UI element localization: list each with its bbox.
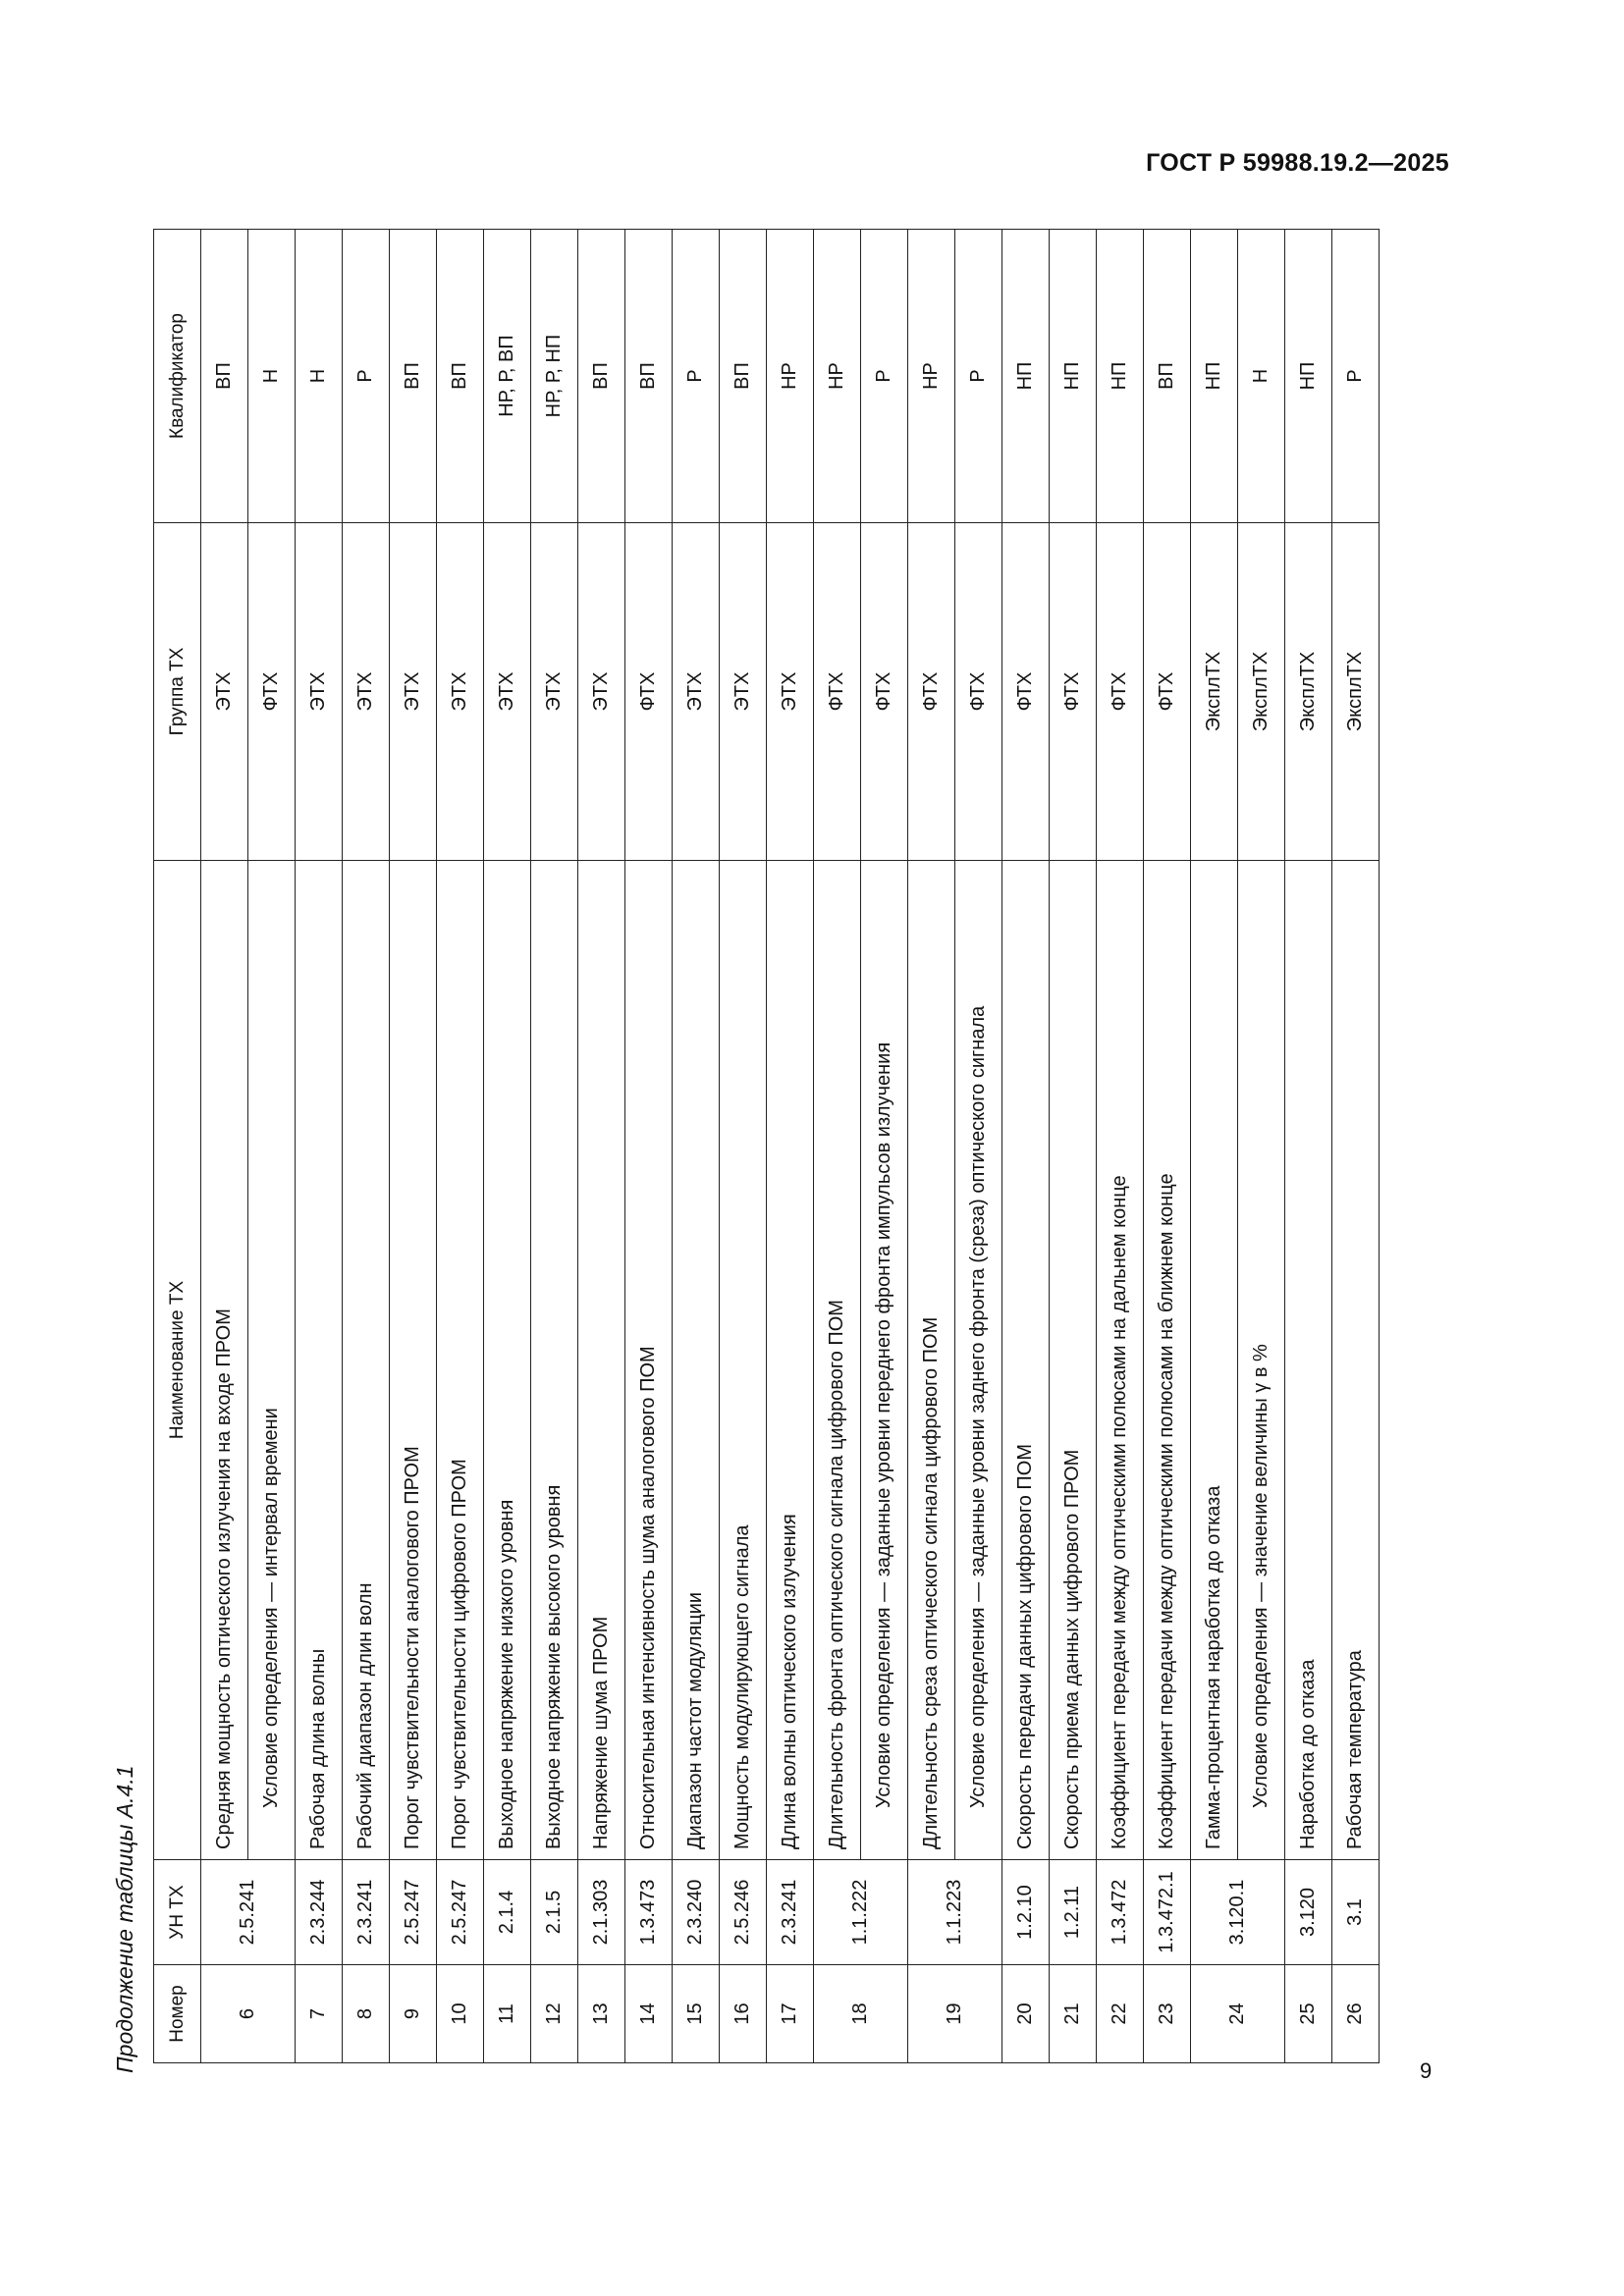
cell-number: 10 bbox=[437, 1965, 484, 2063]
cell-name: Коэффициент передачи между оптическими полюсами на ближнем конце bbox=[1144, 861, 1191, 1860]
table-row bbox=[673, 230, 720, 2063]
cell-number: 15 bbox=[673, 1965, 720, 2063]
document-code: ГОСТ Р 59988.19.2—2025 bbox=[1146, 149, 1449, 177]
cell-code: 3.1 bbox=[1332, 1860, 1380, 1965]
table-caption: Продолжение таблицы А.4.1 bbox=[112, 1765, 137, 2073]
cell-qualifier: НР bbox=[767, 230, 814, 523]
cell-code: 3.120 bbox=[1285, 1860, 1332, 1965]
cell-group: ЭТХ bbox=[296, 523, 343, 861]
table-row bbox=[296, 230, 343, 2063]
cell-number: 9 bbox=[390, 1965, 437, 2063]
cell-name: Рабочая длина волны bbox=[296, 861, 343, 1860]
cell-group: ЭТХ bbox=[578, 523, 625, 861]
cell-number: 24 bbox=[1191, 1965, 1285, 2063]
cell-code: 2.3.241 bbox=[767, 1860, 814, 1965]
column-header-name: Наименование ТХ bbox=[154, 861, 201, 1860]
cell-qualifier: НР bbox=[908, 230, 955, 523]
cell-group: ЭТХ bbox=[437, 523, 484, 861]
cell-code: 2.3.244 bbox=[296, 1860, 343, 1965]
column-header-number: Номер bbox=[154, 1965, 201, 2063]
cell-qualifier: Н bbox=[248, 230, 296, 523]
cell-number: 22 bbox=[1097, 1965, 1144, 2063]
table-row bbox=[578, 230, 625, 2063]
cell-qualifier: ВП bbox=[1144, 230, 1191, 523]
cell-number: 26 bbox=[1332, 1965, 1380, 2063]
table-row bbox=[531, 230, 578, 2063]
cell-condition: Условие определения — заданные уровни переднего фронта импульсов излучения bbox=[861, 861, 908, 1860]
cell-group: ЭТХ bbox=[201, 523, 248, 861]
cell-name: Мощность модулирующего сигнала bbox=[720, 861, 767, 1860]
table-row bbox=[1285, 230, 1332, 2063]
table-row bbox=[1191, 230, 1238, 2063]
cell-qualifier: НР bbox=[814, 230, 861, 523]
table-row bbox=[814, 230, 861, 2063]
table-row bbox=[720, 230, 767, 2063]
cell-name: Выходное напряжение высокого уровня bbox=[531, 861, 578, 1860]
cell-code: 2.3.240 bbox=[673, 1860, 720, 1965]
cell-code: 2.3.241 bbox=[343, 1860, 390, 1965]
cell-code: 2.5.241 bbox=[201, 1860, 296, 1965]
cell-number: 6 bbox=[201, 1965, 296, 2063]
cell-code: 3.120.1 bbox=[1191, 1860, 1285, 1965]
cell-name: Напряжение шума ПРОМ bbox=[578, 861, 625, 1860]
table-header-row bbox=[154, 230, 201, 2063]
cell-group: ФТХ bbox=[1002, 523, 1050, 861]
table-row bbox=[1332, 230, 1380, 2063]
table-row bbox=[1097, 230, 1144, 2063]
table-row bbox=[1050, 230, 1097, 2063]
cell-group: ЭксплТХ bbox=[1191, 523, 1238, 861]
cell-condition: Условие определения — заданные уровни заднего фронта (среза) оптического сигнала bbox=[955, 861, 1002, 1860]
cell-name: Длительность среза оптического сигнала цифрового ПОМ bbox=[908, 861, 955, 1860]
cell-qualifier: НП bbox=[1191, 230, 1238, 523]
cell-name: Коэффициент передачи между оптическими полюсами на дальнем конце bbox=[1097, 861, 1144, 1860]
cell-name: Рабочий диапазон длин волн bbox=[343, 861, 390, 1860]
cell-qualifier: НП bbox=[1050, 230, 1097, 523]
cell-code: 1.1.223 bbox=[908, 1860, 1002, 1965]
characteristics-table bbox=[153, 229, 1380, 2063]
cell-name: Порог чувствительности аналогового ПРОМ bbox=[390, 861, 437, 1860]
cell-group: ФТХ bbox=[1144, 523, 1191, 861]
table-row bbox=[390, 230, 437, 2063]
cell-qualifier: НП bbox=[1002, 230, 1050, 523]
cell-qualifier: ВП bbox=[201, 230, 248, 523]
cell-group: ЭксплТХ bbox=[1332, 523, 1380, 861]
column-header-qualifier: Квалификатор bbox=[154, 230, 201, 523]
cell-number: 14 bbox=[625, 1965, 673, 2063]
cell-qualifier: Р bbox=[1332, 230, 1380, 523]
cell-qualifier: НР, Р, НП bbox=[531, 230, 578, 523]
cell-group: ЭксплТХ bbox=[1285, 523, 1332, 861]
cell-number: 23 bbox=[1144, 1965, 1191, 2063]
cell-name: Гамма-процентная наработка до отказа bbox=[1191, 861, 1238, 1860]
page-number: 9 bbox=[1420, 2058, 1433, 2083]
cell-code: 2.5.247 bbox=[390, 1860, 437, 1965]
cell-qualifier: ВП bbox=[578, 230, 625, 523]
cell-group: ЭТХ bbox=[673, 523, 720, 861]
cell-qualifier: Р bbox=[343, 230, 390, 523]
cell-number: 20 bbox=[1002, 1965, 1050, 2063]
cell-code: 2.1.4 bbox=[484, 1860, 531, 1965]
table-row bbox=[201, 230, 248, 2063]
cell-number: 7 bbox=[296, 1965, 343, 2063]
cell-code: 1.3.472 bbox=[1097, 1860, 1144, 1965]
cell-name: Скорость приема данных цифрового ПРОМ bbox=[1050, 861, 1097, 1860]
column-header-code: УН ТХ bbox=[154, 1860, 201, 1965]
cell-code: 1.3.472.1 bbox=[1144, 1860, 1191, 1965]
cell-name: Диапазон частот модуляции bbox=[673, 861, 720, 1860]
cell-condition: Условие определения — интервал времени bbox=[248, 861, 296, 1860]
cell-group: ФТХ bbox=[955, 523, 1002, 861]
cell-code: 1.1.222 bbox=[814, 1860, 908, 1965]
cell-qualifier: Н bbox=[296, 230, 343, 523]
cell-name: Средняя мощность оптического излучения на входе ПРОМ bbox=[201, 861, 248, 1860]
table-row-condition bbox=[955, 230, 1002, 2063]
cell-number: 11 bbox=[484, 1965, 531, 2063]
cell-name: Скорость передачи данных цифрового ПОМ bbox=[1002, 861, 1050, 1860]
table-row bbox=[1144, 230, 1191, 2063]
cell-group: ФТХ bbox=[1097, 523, 1144, 861]
cell-group: ФТХ bbox=[1050, 523, 1097, 861]
cell-group: ЭТХ bbox=[531, 523, 578, 861]
cell-number: 21 bbox=[1050, 1965, 1097, 2063]
cell-group: ФТХ bbox=[625, 523, 673, 861]
cell-code: 1.2.11 bbox=[1050, 1860, 1097, 1965]
cell-code: 1.3.473 bbox=[625, 1860, 673, 1965]
cell-group: ЭТХ bbox=[484, 523, 531, 861]
table-row-condition bbox=[861, 230, 908, 2063]
cell-name: Наработка до отказа bbox=[1285, 861, 1332, 1860]
cell-qualifier: Р bbox=[955, 230, 1002, 523]
cell-qualifier: ВП bbox=[625, 230, 673, 523]
cell-qualifier: НП bbox=[1097, 230, 1144, 523]
cell-name: Длина волны оптического излучения bbox=[767, 861, 814, 1860]
cell-number: 8 bbox=[343, 1965, 390, 2063]
cell-name: Рабочая температура bbox=[1332, 861, 1380, 1860]
cell-group: ФТХ bbox=[248, 523, 296, 861]
cell-group: ЭТХ bbox=[767, 523, 814, 861]
table-row-condition bbox=[248, 230, 296, 2063]
table-row bbox=[767, 230, 814, 2063]
cell-qualifier: Р bbox=[861, 230, 908, 523]
table-row bbox=[625, 230, 673, 2063]
cell-group: ФТХ bbox=[908, 523, 955, 861]
cell-code: 2.5.247 bbox=[437, 1860, 484, 1965]
cell-qualifier: Р bbox=[673, 230, 720, 523]
cell-number: 19 bbox=[908, 1965, 1002, 2063]
cell-group: ЭТХ bbox=[720, 523, 767, 861]
cell-code: 1.2.10 bbox=[1002, 1860, 1050, 1965]
cell-name: Длительность фронта оптического сигнала цифрового ПОМ bbox=[814, 861, 861, 1860]
cell-number: 16 bbox=[720, 1965, 767, 2063]
cell-number: 12 bbox=[531, 1965, 578, 2063]
column-header-group: Группа ТХ bbox=[154, 523, 201, 861]
table-row bbox=[484, 230, 531, 2063]
cell-number: 18 bbox=[814, 1965, 908, 2063]
table-row bbox=[437, 230, 484, 2063]
cell-group: ЭТХ bbox=[343, 523, 390, 861]
cell-name: Порог чувствительности цифрового ПРОМ bbox=[437, 861, 484, 1860]
cell-group: ФТХ bbox=[814, 523, 861, 861]
cell-code: 2.1.303 bbox=[578, 1860, 625, 1965]
cell-name: Относительная интенсивность шума аналогового ПОМ bbox=[625, 861, 673, 1860]
cell-number: 17 bbox=[767, 1965, 814, 2063]
cell-group: ФТХ bbox=[861, 523, 908, 861]
cell-qualifier: НП bbox=[1285, 230, 1332, 523]
table-row bbox=[343, 230, 390, 2063]
cell-qualifier: ВП bbox=[437, 230, 484, 523]
cell-code: 2.1.5 bbox=[531, 1860, 578, 1965]
table-row bbox=[908, 230, 955, 2063]
cell-name: Выходное напряжение низкого уровня bbox=[484, 861, 531, 1860]
cell-qualifier: Н bbox=[1238, 230, 1285, 523]
cell-number: 25 bbox=[1285, 1965, 1332, 2063]
cell-group: ЭксплТХ bbox=[1238, 523, 1285, 861]
table-row-condition bbox=[1238, 230, 1285, 2063]
table-row bbox=[1002, 230, 1050, 2063]
cell-qualifier: ВП bbox=[390, 230, 437, 523]
cell-code: 2.5.246 bbox=[720, 1860, 767, 1965]
cell-qualifier: НР, Р, ВП bbox=[484, 230, 531, 523]
cell-condition: Условие определения — значение величины γ в % bbox=[1238, 861, 1285, 1860]
rotated-table-container bbox=[153, 230, 1430, 2063]
cell-number: 13 bbox=[578, 1965, 625, 2063]
cell-qualifier: ВП bbox=[720, 230, 767, 523]
cell-group: ЭТХ bbox=[390, 523, 437, 861]
